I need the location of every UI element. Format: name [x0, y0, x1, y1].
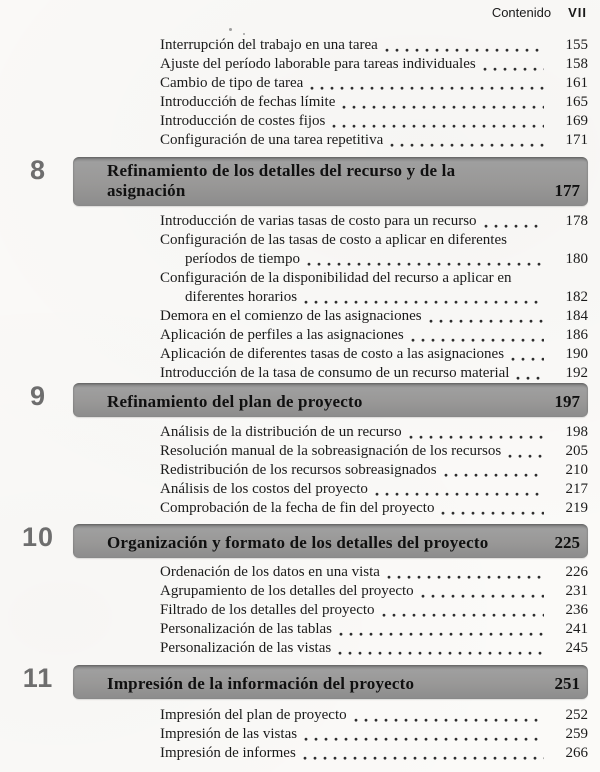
toc-entry: [160, 112, 588, 131]
chapter-title: [107, 533, 488, 553]
entry-page-number: 241: [565, 621, 588, 637]
toc-entry: [160, 480, 588, 499]
toc-entry-label: Interrupción del trabajo en una tarea: [160, 37, 378, 53]
toc-entry-label: Introducción de varias tasas de costo para un recurso: [160, 213, 477, 229]
dot-leader: [304, 736, 544, 741]
toc-entry: [160, 461, 588, 480]
chapter-heading: [29, 381, 588, 417]
toc-entry: [160, 307, 588, 326]
toc-entry-line: [160, 601, 588, 620]
toc-entry-list: [160, 36, 588, 150]
entry-page-number: 190: [565, 346, 588, 362]
toc-entry: [160, 212, 588, 231]
dot-leader: [303, 755, 544, 760]
dot-leader: [332, 123, 544, 128]
toc-entry-label: Introducción de la tasa de consumo de un recurso material: [160, 365, 510, 381]
scan-artifact: [229, 28, 232, 31]
chapter-banner: [73, 383, 588, 417]
toc-entry-label: Demora en el comienzo de las asignaciones: [160, 308, 422, 324]
toc-entry: [160, 499, 588, 518]
toc-entry-line: [160, 269, 588, 288]
toc-entry-label: Análisis de la distribución de un recurso: [160, 424, 402, 440]
dot-leader: [429, 318, 544, 323]
dot-leader: [304, 299, 544, 304]
toc-entry-line: [160, 250, 588, 269]
toc-entry-label: Configuración de las tasas de costo a aplicar en diferentes: [160, 232, 507, 248]
toc-entry: [160, 725, 588, 744]
toc-entry-label: Personalización de las tablas: [160, 621, 333, 637]
toc-entry-line: [160, 345, 588, 364]
toc-entry-label: Análisis de los costos del proyecto: [160, 481, 368, 497]
chapter-title-line: Organización y formato de los detalles del proyecto: [107, 533, 489, 552]
toc-entry-label: Personalización de las vistas: [160, 640, 332, 656]
entry-page-number: 165: [565, 94, 588, 110]
chapter-banner: [73, 157, 588, 206]
entry-page-number: 217: [565, 481, 588, 497]
dot-leader: [385, 47, 544, 52]
dot-leader: [339, 631, 544, 636]
toc-entry-label: Resolución manual de la sobreasignación de los recursos: [160, 443, 502, 459]
toc-entry-line: [160, 36, 588, 55]
toc-entry-list: [160, 706, 588, 763]
toc-entry-line: [160, 231, 588, 250]
dot-leader: [307, 261, 544, 266]
toc-entry: [160, 231, 588, 269]
chapter-heading: [21, 522, 588, 558]
dot-leader: [390, 142, 544, 147]
entry-page-number: 205: [565, 443, 588, 459]
toc-entry-label: Ordenación de los datos en una vista: [160, 564, 380, 580]
toc-entry-line: [160, 706, 588, 725]
toc-entry: [160, 744, 588, 763]
toc-entry-list: [160, 563, 588, 658]
toc-entry-line: [160, 326, 588, 345]
toc-entry: [160, 131, 588, 150]
dot-leader: [354, 717, 544, 722]
toc-entry: [160, 55, 588, 74]
entry-page-number: 182: [565, 289, 588, 305]
dot-leader: [508, 453, 544, 458]
entry-page-number: 169: [565, 113, 588, 129]
toc-entry-line: [160, 93, 588, 112]
dot-leader: [444, 472, 544, 477]
dot-leader: [484, 223, 544, 228]
chapter-number: 8: [29, 155, 47, 185]
toc-entry-label: Aplicación de perfiles a las asignaciones: [160, 327, 404, 343]
toc-entry: [160, 639, 588, 658]
entry-page-number: 180: [565, 251, 588, 267]
running-header-label: Contenido: [491, 5, 552, 20]
toc-entry-label: Impresión del plan de proyecto: [160, 707, 347, 723]
toc-entry: [160, 601, 588, 620]
chapter-title: [107, 161, 455, 201]
toc-entry-line: [160, 620, 588, 639]
dot-leader: [310, 85, 544, 90]
running-header-page-number: VII: [568, 5, 587, 20]
toc-entry-list: [160, 212, 588, 383]
chapter-number: 10: [21, 522, 55, 552]
toc-entry-line: [160, 725, 588, 744]
toc-entry-label: diferentes horarios: [185, 289, 298, 305]
toc-entry-line: [160, 288, 588, 307]
toc-entry-label: Configuración de una tarea repetitiva: [160, 132, 384, 148]
toc-entry: [160, 423, 588, 442]
toc-entry-label: Agrupamiento de los detalles del proyecto: [160, 583, 414, 599]
toc: [0, 36, 588, 763]
entry-page-number: 231: [565, 583, 588, 599]
toc-entry-line: [160, 55, 588, 74]
toc-entry-label: Filtrado de los detalles del proyecto: [160, 602, 375, 618]
toc-entry: [160, 345, 588, 364]
chapter-title-line: Impresión de la información del proyecto: [107, 674, 415, 693]
entry-page-number: 236: [565, 602, 588, 618]
entry-page-number: 171: [565, 132, 588, 148]
toc-entry: [160, 563, 588, 582]
toc-entry-line: [160, 582, 588, 601]
dot-leader: [511, 356, 544, 361]
toc-entry-line: [160, 112, 588, 131]
toc-entry-line: [160, 423, 588, 442]
toc-entry: [160, 620, 588, 639]
toc-entry-line: [160, 480, 588, 499]
dot-leader: [411, 337, 544, 342]
toc-entry: [160, 93, 588, 112]
entry-page-number: 252: [565, 707, 588, 723]
chapter-number: 9: [29, 381, 47, 411]
chapter-title: [107, 674, 414, 694]
toc-entry-line: [160, 74, 588, 93]
toc-entry: [160, 364, 588, 383]
dot-leader: [387, 574, 544, 579]
toc-entry: [160, 36, 588, 55]
running-header: [492, 5, 587, 20]
entry-page-number: 178: [565, 213, 588, 229]
toc-entry-label: períodos de tiempo: [185, 251, 300, 267]
toc-entry-label: Introducción de costes fijos: [160, 113, 326, 129]
toc-entry-label: Redistribución de los recursos sobreasignados: [160, 462, 437, 478]
chapter-title: [107, 392, 363, 412]
entry-page-number: 266: [565, 745, 588, 761]
chapter-heading: [29, 155, 588, 206]
entry-page-number: 186: [565, 327, 588, 343]
entry-page-number: 184: [565, 308, 588, 324]
toc-entry-label: Ajuste del período laborable para tareas individuales: [160, 56, 476, 72]
chapter-page-number: 251: [554, 674, 580, 693]
entry-page-number: 226: [565, 564, 588, 580]
entry-page-number: 210: [565, 462, 588, 478]
chapter-title-line: Refinamiento de los detalles del recurso y de la: [107, 161, 456, 180]
toc-entry-label: Impresión de informes: [160, 745, 296, 761]
toc-entry-label: Aplicación de diferentes tasas de costo a las asignaciones: [160, 346, 505, 362]
toc-entry-label: Impresión de las vistas: [160, 726, 298, 742]
chapter-number: 11: [22, 663, 54, 693]
dot-leader: [441, 510, 544, 515]
dot-leader: [421, 593, 544, 598]
entry-page-number: 198: [565, 424, 588, 440]
chapter-banner: [73, 524, 588, 558]
toc-entry-line: [160, 364, 588, 383]
toc-entry-line: [160, 131, 588, 150]
toc-entry: [160, 442, 588, 461]
chapter-page-number: 177: [554, 181, 580, 200]
entry-page-number: 158: [565, 56, 588, 72]
toc-entry-line: [160, 307, 588, 326]
dot-leader: [342, 104, 544, 109]
toc-entry-line: [160, 442, 588, 461]
toc-entry-list: [160, 423, 588, 518]
scan-artifact: [243, 33, 245, 35]
toc-entry: [160, 269, 588, 307]
chapter-title-line: Refinamiento del plan de proyecto: [107, 392, 363, 411]
toc-entry: [160, 326, 588, 345]
toc-entry-line: [160, 499, 588, 518]
dot-leader: [483, 66, 544, 71]
toc-entry-line: [160, 461, 588, 480]
entry-page-number: 192: [565, 365, 588, 381]
chapter-banner: [73, 665, 588, 699]
chapter-page-number: 197: [554, 392, 580, 411]
entry-page-number: 155: [565, 37, 588, 53]
dot-leader: [409, 434, 544, 439]
entry-page-number: 219: [565, 500, 588, 516]
dot-leader: [382, 612, 544, 617]
toc-entry-line: [160, 744, 588, 763]
toc-entry-line: [160, 563, 588, 582]
entry-page-number: 161: [565, 75, 588, 91]
dot-leader: [338, 650, 544, 655]
entry-page-number: 259: [565, 726, 588, 742]
toc-entry-label: Configuración de la disponibilidad del recurso a aplicar en: [160, 270, 512, 286]
toc-entry: [160, 582, 588, 601]
chapter-page-number: 225: [554, 533, 580, 552]
chapter-heading: [22, 663, 588, 699]
toc-entry-label: Introducción de fechas límite: [160, 94, 336, 110]
toc-entry: [160, 74, 588, 93]
chapter-title-line: asignación: [107, 181, 186, 200]
dot-leader: [375, 491, 544, 496]
toc-entry: [160, 706, 588, 725]
entry-page-number: 245: [565, 640, 588, 656]
toc-entry-line: [160, 639, 588, 658]
toc-entry-label: Cambio de tipo de tarea: [160, 75, 304, 91]
dot-leader: [516, 375, 544, 380]
toc-entry-label: Comprobación de la fecha de fin del proyecto: [160, 500, 435, 516]
toc-entry-line: [160, 212, 588, 231]
